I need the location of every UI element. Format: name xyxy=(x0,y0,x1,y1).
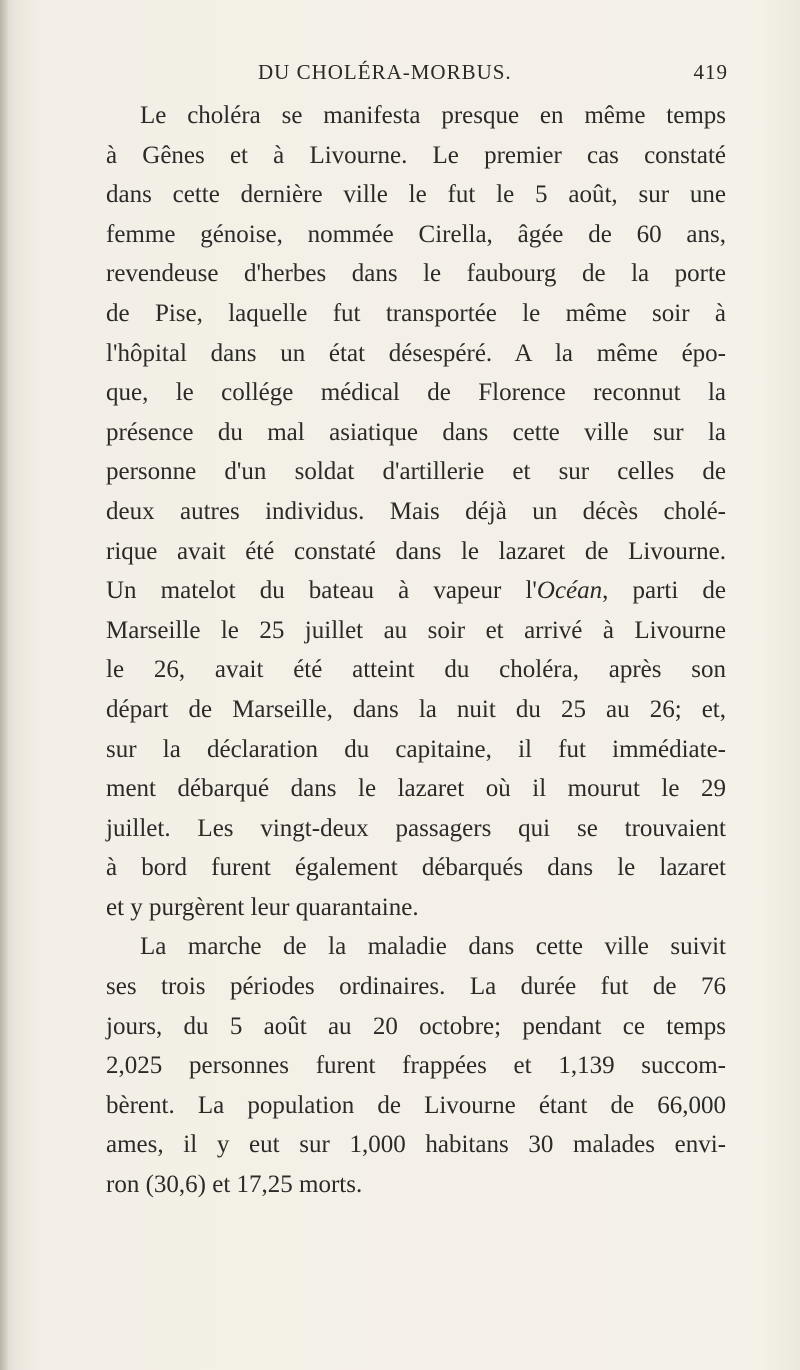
text-line: revendeuse d'herbes dans le faubourg de la porte xyxy=(106,260,726,288)
text-line: le 26, avait été atteint du choléra, après son xyxy=(106,656,726,684)
text-line: ames, il y eut sur 1,000 habitans 30 malades envi- xyxy=(106,1131,726,1159)
text-line: juillet. Les vingt-deux passagers qui se trouvaient xyxy=(106,814,726,842)
text-line: bèrent. La population de Livourne étant de 66,000 xyxy=(106,1091,726,1119)
text-line: deux autres individus. Mais déjà un décès cholé- xyxy=(106,497,726,525)
text-line: l'hôpital dans un état désespéré. A la même épo- xyxy=(106,339,726,367)
text-line: départ de Marseille, dans la nuit du 25 au 26; et, xyxy=(106,695,726,723)
text-line: La marche de la maladie dans cette ville suivit xyxy=(140,933,726,961)
text-line: que, le collége médical de Florence reconnut la xyxy=(106,379,726,407)
text-line: ron (30,6) et 17,25 morts. xyxy=(106,1171,363,1199)
text-line: rique avait été constaté dans le lazaret de Livourne. xyxy=(106,537,726,565)
text-line: dans cette dernière ville le fut le 5 août, sur une xyxy=(106,181,726,209)
ship-name: Océan xyxy=(536,577,603,605)
text-line: à Gênes et à Livourne. Le premier cas constaté xyxy=(106,141,726,169)
text-line-with-italic xyxy=(106,571,726,611)
text-line: présence du mal asiatique dans cette ville sur la xyxy=(106,418,726,446)
text-segment: Un matelot du bateau à vapeur l' xyxy=(106,577,537,605)
text-line: ses trois périodes ordinaires. La durée fut de 76 xyxy=(106,973,726,1001)
text-line: personne d'un soldat d'artillerie et sur celles de xyxy=(106,458,726,486)
text-segment: , parti de xyxy=(602,577,726,605)
page-number: 419 xyxy=(693,60,728,84)
running-title: DU CHOLÉRA-MORBUS. xyxy=(258,60,512,84)
text-line: et y purgèrent leur quarantaine. xyxy=(106,893,419,921)
body-text xyxy=(106,96,726,1205)
text-line: 2,025 personnes furent frappées et 1,139 succom- xyxy=(106,1052,726,1080)
text-line: de Pise, laquelle fut transportée le même soir à xyxy=(106,299,726,327)
binding-shadow xyxy=(0,0,8,1370)
text-line: Le choléra se manifesta presque en même temps xyxy=(140,102,726,129)
text-line: jours, du 5 août au 20 octobre; pendant ce temps xyxy=(106,1012,726,1040)
text-line: ment débarqué dans le lazaret où il mourut le 29 xyxy=(106,775,726,803)
text-line: femme génoise, nommée Cirella, âgée de 60 ans, xyxy=(106,220,726,248)
text-line: à bord furent également débarqués dans le lazaret xyxy=(106,854,726,882)
running-head xyxy=(258,60,728,90)
text-line: sur la déclaration du capitaine, il fut immédiate- xyxy=(106,735,726,763)
text-line: Marseille le 25 juillet au soir et arrivé à Livourne xyxy=(106,616,726,644)
